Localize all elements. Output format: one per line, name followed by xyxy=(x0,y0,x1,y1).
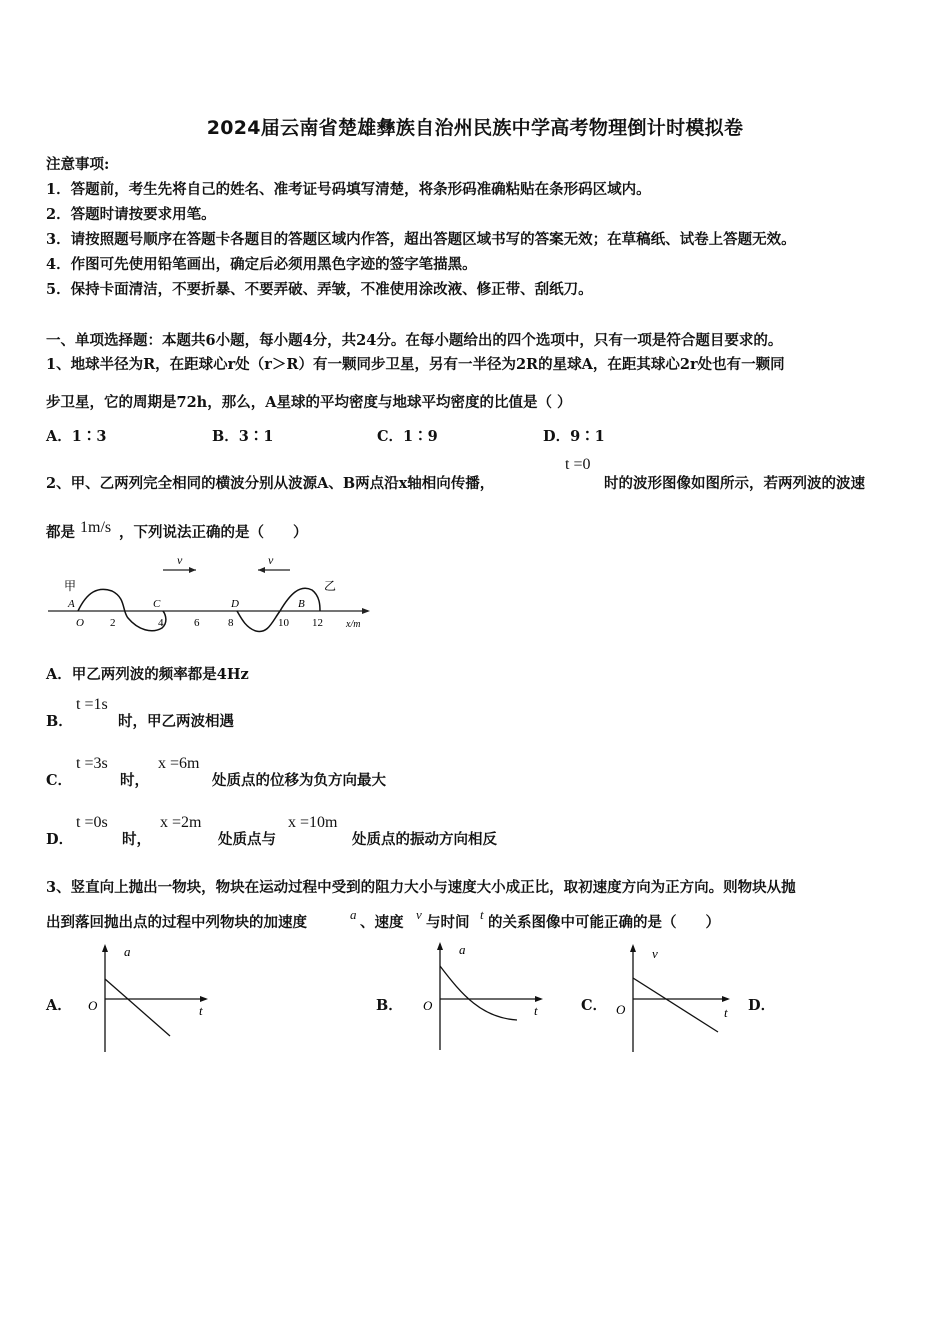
point-A-label: A xyxy=(68,598,75,610)
q2-line2-a: 都是 xyxy=(46,524,75,541)
q2-stem-math: t =0 xyxy=(565,456,591,473)
q3-option-d: D． xyxy=(748,997,776,1014)
arrow-right-head-icon xyxy=(189,567,196,573)
graph-origin: O xyxy=(616,1002,626,1017)
notice-item: 2．答题时请按要求用笔。 xyxy=(46,206,216,223)
tick-label: 12 xyxy=(312,617,323,629)
x-axis-arrow-icon xyxy=(362,608,370,614)
y-axis-arrow-icon xyxy=(437,942,443,950)
q2-option-c-label: C． xyxy=(46,772,73,789)
q2-option-d-text1: 时， xyxy=(122,831,151,848)
y-axis-arrow-icon xyxy=(630,944,636,952)
q2-option-d-label: D． xyxy=(46,831,74,848)
notice-item: 4．作图可先使用铅笔画出，确定后必须用黑色字迹的签字笔描黑。 xyxy=(46,256,477,273)
tick-label: 2 xyxy=(110,617,116,629)
q2-option-d-text3: 处质点的振动方向相反 xyxy=(352,831,497,848)
graph-line xyxy=(105,979,170,1036)
q2-stem-b: 时的波形图像如图所示，若两列波的波速 xyxy=(604,475,865,492)
q1-option-a: A．1∶3 xyxy=(46,428,107,445)
q3-option-c: C． xyxy=(581,997,608,1014)
q2-option-a: A．甲乙两列波的频率都是4Hz xyxy=(46,666,249,683)
graph-ylabel: a xyxy=(459,942,466,957)
velocity-label-yi: v xyxy=(268,553,274,567)
graph-xlabel: t xyxy=(534,1003,538,1018)
graph-c xyxy=(610,942,740,1054)
wave-yi-label: 乙 xyxy=(324,579,337,593)
point-C-label: C xyxy=(153,598,161,610)
q1-stem-line2: 步卫星，它的周期是72h，那么，A星球的平均密度与地球平均密度的比值是（ ） xyxy=(46,394,572,411)
graph-origin: O xyxy=(423,998,433,1013)
graph-a xyxy=(82,942,212,1054)
graph-curve xyxy=(440,966,517,1020)
point-D-label: D xyxy=(231,598,239,610)
q2-line2-b: ，下列说法正确的是（ ） xyxy=(119,524,308,541)
q3-var-a: a xyxy=(350,907,357,922)
q1-option-b: B．3∶1 xyxy=(212,428,274,445)
tick-label: 4 xyxy=(158,617,164,629)
graph-xlabel: t xyxy=(199,1003,203,1018)
graph-origin: O xyxy=(88,998,98,1013)
q3-stem-line2-a: 出到落回抛出点的过程中列物块的加速度 xyxy=(46,914,307,931)
q2-option-d-text2: 处质点与 xyxy=(218,831,276,848)
q2-option-c-text2: 处质点的位移为负方向最大 xyxy=(212,772,386,789)
q2-option-d-math1: t =0s xyxy=(76,814,108,831)
y-axis-arrow-icon xyxy=(102,944,108,952)
tick-label: 10 xyxy=(278,617,289,629)
q3-stem-line2-b: 、速度 xyxy=(360,914,404,931)
q2-option-b-text: 时，甲乙两波相遇 xyxy=(118,713,234,730)
q2-option-c-math2: x =6m xyxy=(158,755,200,772)
q3-var-v: v xyxy=(416,907,422,922)
graph-b xyxy=(417,940,547,1054)
q3-option-b: B． xyxy=(376,997,403,1014)
q2-option-b-label: B． xyxy=(46,713,73,730)
x-axis-label: x/m xyxy=(346,619,361,630)
q2-option-d-math2: x =2m xyxy=(160,814,202,831)
tick-label: 6 xyxy=(194,617,200,629)
q2-option-c-text1: 时， xyxy=(120,772,149,789)
q3-var-t: t xyxy=(480,907,484,922)
notice-heading: 注意事项: xyxy=(46,156,110,173)
x-axis-arrow-icon xyxy=(535,996,543,1002)
notice-item: 1．答题前，考生先将自己的姓名、准考证号码填写清楚，将条形码准确粘贴在条形码区域内。 xyxy=(46,181,651,198)
arrow-left-head-icon xyxy=(258,567,265,573)
notice-item: 5．保持卡面清洁，不要折暴、不要弄破、弄皱，不准使用涂改液、修正带、刮纸刀。 xyxy=(46,281,593,298)
velocity-label-jia: v xyxy=(177,553,183,567)
wave-figure xyxy=(40,548,380,638)
point-B-label: B xyxy=(298,598,305,610)
q3-stem-line2-d: 的关系图像中可能正确的是（ ） xyxy=(488,914,720,931)
graph-line xyxy=(633,978,718,1032)
notice-item: 3．请按照题号顺序在答题卡各题目的答题区域内作答，超出答题区域书写的答案无效；在草稿纸、试卷上答题无效。 xyxy=(46,231,796,248)
q2-stem-a: 2、甲、乙两列完全相同的横波分别从波源A、B两点沿x轴相向传播， xyxy=(46,475,495,492)
tick-label: O xyxy=(76,617,84,629)
graph-ylabel: a xyxy=(124,944,131,959)
page-title: 2024届云南省楚雄彝族自治州民族中学高考物理倒计时模拟卷 xyxy=(206,117,744,139)
tick-label: 8 xyxy=(228,617,234,629)
x-axis-arrow-icon xyxy=(200,996,208,1002)
q2-option-b-math: t =1s xyxy=(76,696,108,713)
q1-option-d: D．9∶1 xyxy=(543,428,605,445)
x-axis-arrow-icon xyxy=(722,996,730,1002)
q1-stem-line1: 1、地球半径为R，在距球心r处（r＞R）有一颗同步卫星，另有一半径为2R的星球A，在距其球心2r处也有一颗同 xyxy=(46,356,785,373)
q1-option-c: C．1∶9 xyxy=(377,428,438,445)
q3-option-a: A． xyxy=(46,997,72,1014)
graph-ylabel: v xyxy=(652,946,658,961)
wave-jia xyxy=(78,589,166,630)
q3-stem-line2-c: 与时间 xyxy=(426,914,470,931)
q2-option-c-math1: t =3s xyxy=(76,755,108,772)
q3-stem-line1: 3、竖直向上抛出一物块，物块在运动过程中受到的阻力大小与速度大小成正比，取初速度方向为正方向。则物块从抛 xyxy=(46,879,796,896)
q2-option-d-math3: x =10m xyxy=(288,814,338,831)
wave-jia-label: 甲 xyxy=(64,579,77,593)
graph-xlabel: t xyxy=(724,1005,728,1020)
section-header: 一、单项选择题：本题共6小题，每小题4分，共24分。在每小题给出的四个选项中，只有一项是符合题目要求的。 xyxy=(46,332,783,349)
q2-line2-math: 1m/s xyxy=(80,519,112,536)
